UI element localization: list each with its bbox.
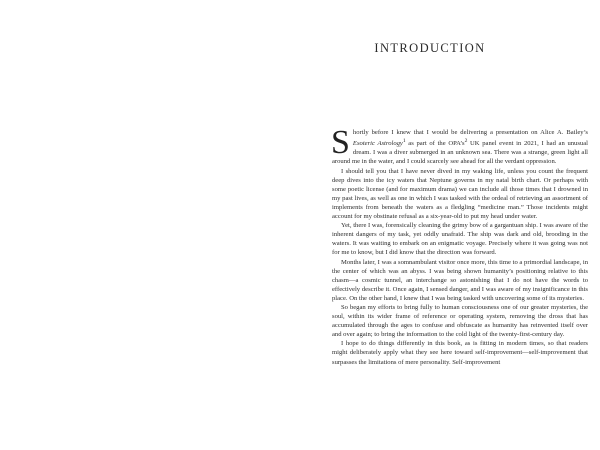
p1-rest: UK panel event in 2021, I had an unusual dream. I was a diver submerged in an unknown sea. There was a strange, green light all around me in the water, and I could scarcely see ahead for all the verdant oppression. [332,140,588,166]
book-title-italic: Esoteric Astrology [352,140,403,148]
footnote-mark-1: 1 [402,138,406,145]
drop-cap: S [331,124,350,161]
paragraph-5: So began my efforts to bring fully to human consciousness one of our greater mysteries, the soul, within its wider frame of reference or operating system, removing the dross that has accumulated through the ages to confuse and obfuscate as humanity has reinvented itself over and over again; to bring the information to the cold light of the twenty-first-century day. [332,303,588,339]
paragraph-4: Months later, I was a somnambulant visitor once more, this time to a primordial landscape, in the center of which was an abyss. I was being shown humanity’s positioning relative to this chasm—a cosmic tunnel, an interchange so astonishing that I do not have the words to effectively describe it. Once again, I sensed danger, and I was aware of my insignificance in this place. On the other hand, I knew that I was being tasked with uncovering some of its mysteries. [332,258,588,302]
p1-mid: as part of the OPA’s [405,140,465,148]
paragraph-3: Yet, there I was, forensically cleaning the grimy bow of a gargantuan ship. I was aware of the inherent dangers of my task, yet oddly unafraid. The ship was dark and old, brooding in the waters. It was waiting to embark on an enigmatic voyage. Precisely where it was going was not for me to know, but I did know that the direction was forward. [332,222,588,257]
paragraph-6: I hope to do things differently in this book, as is fitting in modern times, so that readers might deliberately apply what they see here toward self-improvement—self-improvement that surpasses the limitations of mere personality. Self-improvement [332,340,588,366]
p1-lead: hortly before I knew that I would be delivering a presentation on Alice A. Bailey’s [352,129,588,136]
paragraph-1 [331,124,588,167]
chapter-title: INTRODUCTION [374,41,486,55]
footnote-mark-2: 2 [464,138,468,145]
body-text [331,124,588,367]
paragraph-2: I should tell you that I have never dived in my waking life, unless you count the frequent deep dives into the icy waters that Neptune governs in my natal birth chart. Or perhaps with some poetic license (and for maximum drama) we can include all those times that I drowned in my past lives, as well as one in which I was tasked with the ordeal of retrieving an assortment of implements from beneath the waters as a fledgling “medicine man.” Those incidents might account for my obstinate refusal as a six-year-old to put my head under water. [332,167,588,221]
